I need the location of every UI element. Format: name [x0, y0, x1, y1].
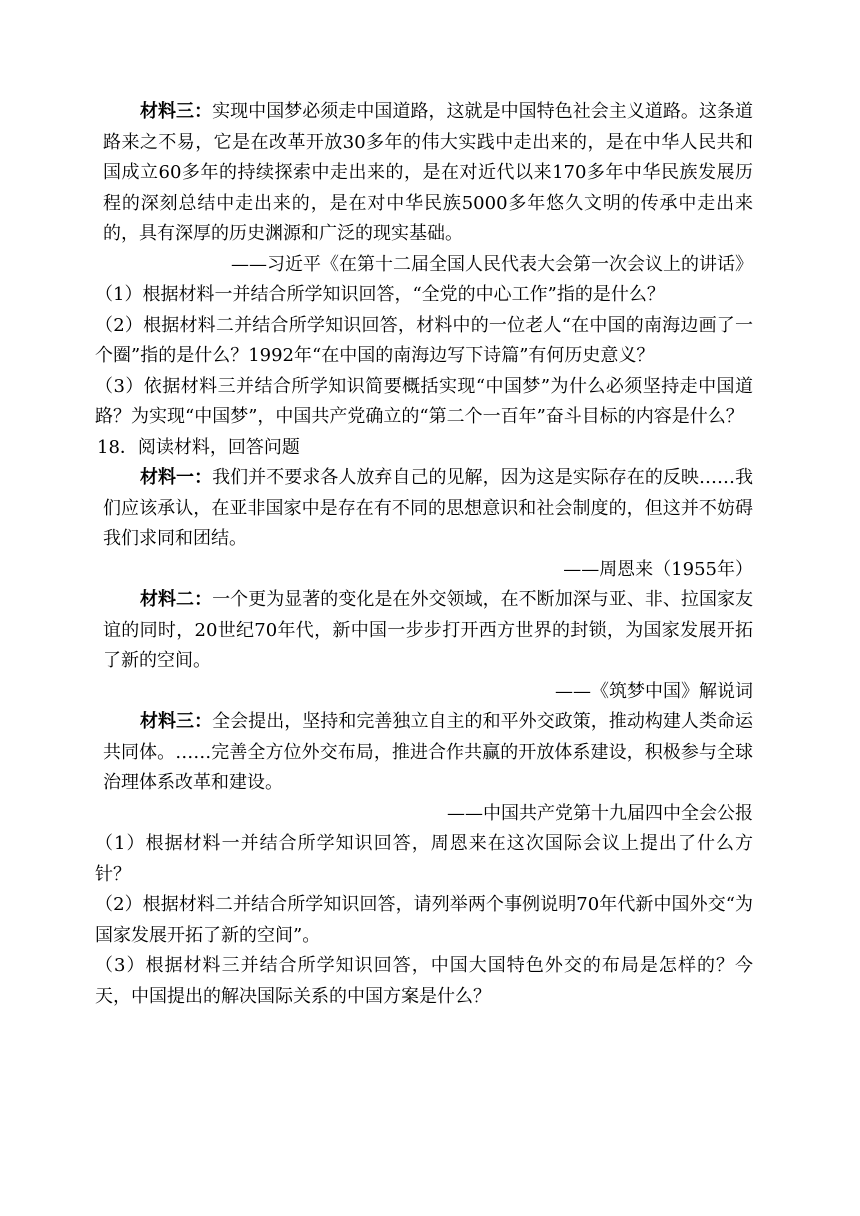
q18-material2-label: 材料二： [140, 589, 213, 610]
document-content [95, 97, 754, 1012]
q18-question-3: （3）根据材料三并结合所学知识回答，中国大国特色外交的布局是怎样的？今天，中国提出的解决国际关系的中国方案是什么？ [95, 955, 753, 1007]
q18-material1-source: ——周恩来（1955年） [563, 558, 753, 580]
q18-material3-text: 全会提出，坚持和完善独立自主的和平外交政策，推动构建人类命运共同体。……完善全方位外交布局，推进合作共赢的开放体系建设，积极参与全球治理体系改革和建设。 [103, 711, 754, 793]
q18-question-1: （1）根据材料一并结合所学知识回答，周恩来在这次国际会议上提出了什么方针？ [95, 833, 753, 885]
q18-material3-source: ——中国共产党第十九届四中全会公报 [447, 802, 753, 824]
q18-material1-paragraph [103, 463, 753, 555]
q18-material2-paragraph [103, 585, 753, 677]
q17-question-1: （1）根据材料一并结合所学知识回答，“全党的中心工作”指的是什么？ [95, 284, 665, 305]
q18-material2-source: ——《筑梦中国》解说词 [555, 680, 753, 702]
q17-material3-paragraph [103, 97, 753, 250]
q18-material2-text: 一个更为显著的变化是在外交领域，在不断加深与亚、非、拉国家友谊的同时，20世纪70年代，新中国一步步打开西方世界的封锁，为国家发展开拓了新的空间。 [103, 589, 754, 671]
q18-material3-label: 材料三： [140, 711, 213, 732]
q17-material3-label: 材料三： [140, 101, 213, 122]
q18-material1-text: 我们并不要求各人放弃自己的见解，因为这是实际存在的反映……我们应该承认，在亚非国家中是存在有不同的思想意识和社会制度的，但这并不妨碍我们求同和团结。 [103, 467, 753, 549]
q17-question-2: （2）根据材料二并结合所学知识回答，材料中的一位老人“在中国的南海边画了一个圈”指的是什么？1992年“在中国的南海边写下诗篇”有何历史意义？ [95, 314, 753, 366]
q17-question-3: （3）依据材料三并结合所学知识简要概括实现“中国梦”为什么必须坚持走中国道路？为实现“中国梦”，中国共产党确立的“第二个一百年”奋斗目标的内容是什么？ [95, 375, 753, 427]
q18-title: 18．阅读材料，回答问题 [97, 436, 300, 458]
q17-material3-source: ——习近平《在第十二届全国人民代表大会第一次会议上的讲话》 [231, 253, 753, 275]
q18-question-2: （2）根据材料二并结合所学知识回答，请列举两个事例说明70年代新中国外交“为国家发展开拓了新的空间”。 [95, 894, 753, 946]
q18-material3-paragraph [103, 707, 753, 799]
q17-material3-text: 实现中国梦必须走中国道路，这就是中国特色社会主义道路。这条道路来之不易，它是在改革开放30多年的伟大实践中走出来的，是在中华人民共和国成立60多年的持续探索中走出来的，是在对近代以来170多年中华民族发展历程的深刻总结中走出来的，是在对中华民族5000多年悠久文明的传承中走出来的，具有深厚的历史渊源和广泛的现实基础。 [103, 101, 754, 244]
q18-material1-label: 材料一： [140, 467, 213, 488]
